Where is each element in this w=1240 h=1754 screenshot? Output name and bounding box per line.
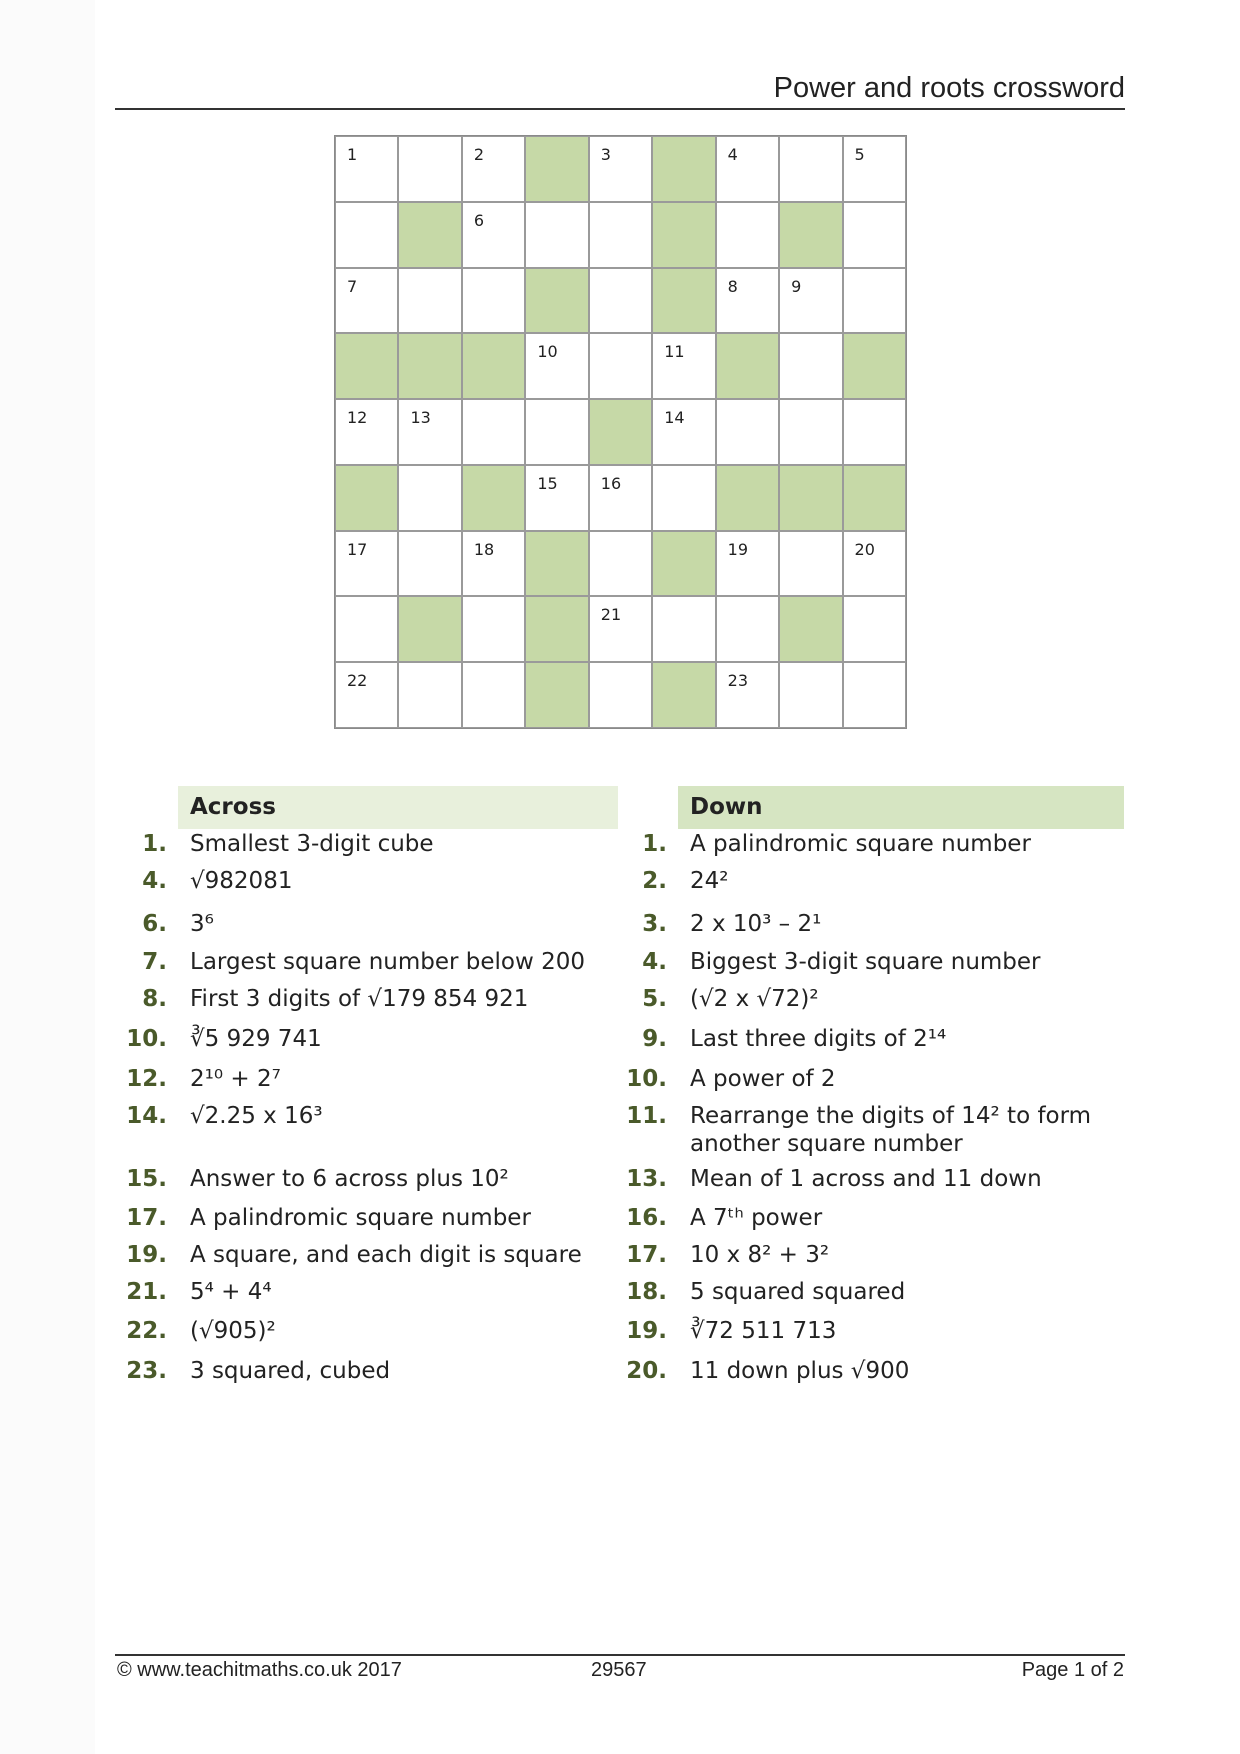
grid-cell[interactable] <box>335 662 398 728</box>
cell-number: 4 <box>727 145 738 164</box>
grid-cell-shaded <box>652 662 715 728</box>
clue-text: 5⁴ + 4⁴ <box>190 1279 272 1305</box>
cell-number: 17 <box>347 539 368 559</box>
cell-number: 15 <box>537 473 558 493</box>
grid-cell-shaded <box>779 202 842 268</box>
clue-number: 1. <box>642 831 667 857</box>
clue-text: 10 x 8² + 3² <box>690 1242 830 1268</box>
clue-number: 21. <box>126 1279 167 1305</box>
clue-text: First 3 digits of √179 854 921 <box>190 986 529 1012</box>
grid-cell-shaded <box>652 268 715 334</box>
clue-number: 14. <box>126 1103 167 1129</box>
across-clues <box>110 786 618 1384</box>
grid-cell-shaded <box>716 333 779 399</box>
grid-cell[interactable] <box>335 268 398 334</box>
grid-cell[interactable] <box>779 268 842 334</box>
grid-cell[interactable] <box>779 399 842 465</box>
grid-cell[interactable] <box>716 662 779 728</box>
grid-cell[interactable] <box>652 465 715 531</box>
cell-number: 13 <box>410 408 431 428</box>
grid-cell-shaded <box>652 136 715 202</box>
clue-text: A square, and each digit is square <box>190 1242 582 1268</box>
clue-number: 11. <box>626 1103 667 1129</box>
clue-number: 1. <box>142 831 167 857</box>
grid-cell-shaded <box>398 202 461 268</box>
cell-number: 16 <box>600 473 622 493</box>
clue-text: √982081 <box>190 868 293 894</box>
grid-cell[interactable] <box>462 596 525 662</box>
clue-number: 7. <box>142 949 167 975</box>
clue-number: 4. <box>642 949 667 975</box>
cell-number: 6 <box>473 210 485 230</box>
cell-number: 2 <box>473 145 485 164</box>
clue-text: 5 squared squared <box>690 1279 906 1305</box>
clue-number: 20. <box>626 1358 667 1384</box>
down-heading: Down <box>678 786 1124 829</box>
clue-number: 16. <box>626 1205 667 1231</box>
cell-number: 19 <box>727 539 749 559</box>
grid-cell[interactable] <box>589 662 652 728</box>
clue-number: 18. <box>626 1279 667 1305</box>
grid-cell[interactable] <box>398 531 461 597</box>
cell-number: 12 <box>347 408 368 428</box>
grid-cell[interactable] <box>716 268 779 334</box>
grid-cell[interactable] <box>652 399 715 465</box>
grid-cell[interactable] <box>462 662 525 728</box>
grid-cell[interactable] <box>335 399 398 465</box>
page-title: Power and roots crossword <box>773 72 1125 104</box>
crossword-grid <box>334 135 907 729</box>
cell-number: 21 <box>600 605 622 625</box>
clue-number: 17. <box>126 1205 167 1231</box>
clue-text: A 7ᵗʰ power <box>690 1205 823 1231</box>
grid-cell[interactable] <box>398 136 461 202</box>
grid-cell[interactable] <box>462 399 525 465</box>
clue-text: ∛72 511 713 <box>690 1318 837 1344</box>
grid-cell[interactable] <box>335 136 398 202</box>
grid-cell[interactable] <box>398 465 461 531</box>
grid-cell[interactable] <box>589 465 652 531</box>
grid-cell-shaded <box>462 465 525 531</box>
grid-cell[interactable] <box>462 136 525 202</box>
cell-number: 10 <box>537 342 558 362</box>
grid-cell[interactable] <box>398 268 461 334</box>
grid-cell[interactable] <box>462 268 525 334</box>
across-heading: Across <box>178 786 618 829</box>
cell-number: 20 <box>854 539 875 559</box>
footer-page-number: Page 1 of 2 <box>1021 1659 1124 1681</box>
clue-text: Biggest 3-digit square number <box>690 949 1041 975</box>
cell-number: 18 <box>473 539 495 559</box>
grid-cell[interactable] <box>525 399 588 465</box>
grid-cell[interactable] <box>589 531 652 597</box>
clue-number: 10. <box>626 1066 667 1092</box>
grid-cell[interactable] <box>589 136 652 202</box>
clue-text: (√2 x √72)² <box>690 986 819 1012</box>
cell-number: 23 <box>727 671 749 691</box>
cell-number: 8 <box>727 276 738 296</box>
grid-cell[interactable] <box>779 531 842 597</box>
grid-cell[interactable] <box>843 136 906 202</box>
clue-text: 11 down plus √900 <box>690 1358 910 1384</box>
cell-number: 1 <box>347 145 358 164</box>
grid-cell[interactable] <box>398 399 461 465</box>
grid-cell-shaded <box>462 333 525 399</box>
cell-number: 14 <box>664 408 685 428</box>
clue-number: 9. <box>642 1026 667 1052</box>
grid-cell[interactable] <box>398 662 461 728</box>
clue-number: 19. <box>126 1242 167 1268</box>
grid-cell-shaded <box>589 399 652 465</box>
grid-cell[interactable] <box>716 136 779 202</box>
clue-text: (√905)² <box>190 1318 276 1344</box>
grid-cell-shaded <box>398 333 461 399</box>
cell-number: 9 <box>791 276 802 296</box>
grid-cell[interactable] <box>843 202 906 268</box>
grid-cell[interactable] <box>779 136 842 202</box>
grid-cell-shaded <box>779 596 842 662</box>
clue-text: Mean of 1 across and 11 down <box>690 1166 1042 1192</box>
grid-cell-shaded <box>843 465 906 531</box>
grid-cell[interactable] <box>716 596 779 662</box>
clue-text: Rearrange the digits of 14² to form another square number <box>690 1103 1092 1157</box>
grid-cell[interactable] <box>589 268 652 334</box>
clue-number: 12. <box>126 1066 167 1092</box>
grid-cell[interactable] <box>462 202 525 268</box>
clue-text: Answer to 6 across plus 10² <box>190 1166 509 1192</box>
grid-cell[interactable] <box>716 531 779 597</box>
grid-cell[interactable] <box>843 596 906 662</box>
grid-cell[interactable] <box>843 662 906 728</box>
grid-cell[interactable] <box>843 399 906 465</box>
clue-text: 24² <box>690 868 729 894</box>
cell-number: 22 <box>347 671 368 691</box>
footer-divider <box>115 1654 1125 1656</box>
grid-cell[interactable] <box>335 202 398 268</box>
grid-cell[interactable] <box>652 333 715 399</box>
clue-text: A palindromic square number <box>190 1205 531 1231</box>
clue-number: 10. <box>126 1026 167 1052</box>
cell-number: 5 <box>854 145 865 164</box>
page-margin <box>0 0 95 1754</box>
grid-cell-shaded <box>335 333 398 399</box>
clue-number: 22. <box>126 1318 167 1344</box>
grid-cell[interactable] <box>589 202 652 268</box>
clue-number: 4. <box>142 868 167 894</box>
grid-cell[interactable] <box>335 531 398 597</box>
grid-cell-shaded <box>779 465 842 531</box>
clue-text: 2 x 10³ – 2¹ <box>690 911 822 937</box>
grid-cell[interactable] <box>335 596 398 662</box>
grid-cell[interactable] <box>525 202 588 268</box>
cell-number: 7 <box>347 276 358 296</box>
grid-cell[interactable] <box>589 596 652 662</box>
clue-text: Largest square number below 200 <box>190 949 585 975</box>
grid-cell[interactable] <box>652 596 715 662</box>
clue-number: 19. <box>626 1318 667 1344</box>
grid-cell-shaded <box>843 333 906 399</box>
clue-number: 8. <box>142 986 167 1012</box>
clue-text: √2.25 x 16³ <box>190 1103 323 1129</box>
grid-cell[interactable] <box>525 465 588 531</box>
header-divider <box>115 108 1125 110</box>
grid-cell[interactable] <box>525 333 588 399</box>
clue-text: 3⁶ <box>190 911 214 937</box>
grid-cell-shaded <box>525 136 588 202</box>
grid-cell[interactable] <box>716 399 779 465</box>
grid-cell-shaded <box>652 202 715 268</box>
down-clues <box>610 786 1124 1384</box>
clue-number: 17. <box>626 1242 667 1268</box>
clue-text: ∛5 929 741 <box>190 1026 322 1052</box>
clue-text: A power of 2 <box>690 1066 836 1092</box>
cell-number: 11 <box>664 342 685 362</box>
grid-cell[interactable] <box>462 531 525 597</box>
clue-number: 2. <box>642 868 667 894</box>
grid-cell-shaded <box>335 465 398 531</box>
clue-number: 15. <box>126 1166 167 1192</box>
clue-number: 6. <box>142 911 167 937</box>
clue-text: Smallest 3-digit cube <box>190 831 434 857</box>
footer-resource-id: 29567 <box>591 1659 647 1681</box>
footer-copyright: © www.teachitmaths.co.uk 2017 <box>117 1659 402 1681</box>
cell-number: 3 <box>600 145 611 164</box>
clue-number: 13. <box>626 1166 667 1192</box>
grid-cell[interactable] <box>843 268 906 334</box>
grid-cell[interactable] <box>779 662 842 728</box>
grid-cell[interactable] <box>716 202 779 268</box>
grid-cell[interactable] <box>589 333 652 399</box>
grid-cell-shaded <box>525 596 588 662</box>
grid-cell-shaded <box>525 662 588 728</box>
clue-number: 3. <box>642 911 667 937</box>
clue-number: 23. <box>126 1358 167 1384</box>
grid-cell-shaded <box>398 596 461 662</box>
grid-cell-shaded <box>652 531 715 597</box>
grid-cell-shaded <box>525 531 588 597</box>
grid-cell[interactable] <box>843 531 906 597</box>
grid-cell[interactable] <box>779 333 842 399</box>
clue-text: A palindromic square number <box>690 831 1031 857</box>
grid-cell-shaded <box>525 268 588 334</box>
clue-number: 5. <box>642 986 667 1012</box>
clue-text: 3 squared, cubed <box>190 1358 391 1384</box>
clue-text: 2¹⁰ + 2⁷ <box>190 1066 281 1092</box>
grid-cell-shaded <box>716 465 779 531</box>
clue-text: Last three digits of 2¹⁴ <box>690 1026 947 1052</box>
